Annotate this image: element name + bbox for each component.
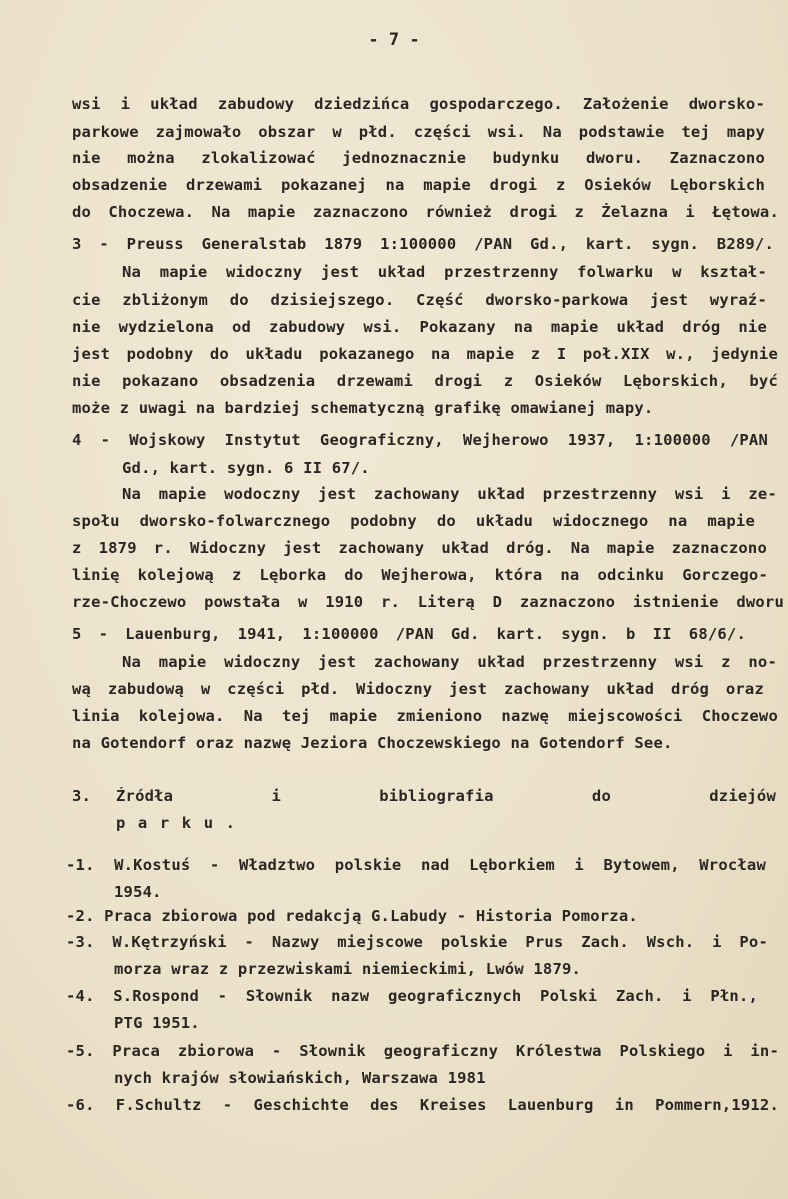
bibliography-entry-continued: morza wraz z przezwiskami niemieckimi, Lwów 1879. <box>114 960 582 978</box>
text-line: linia kolejowa. Na tej mapie zmieniono nazwę miejscowości Choczewo <box>72 707 778 725</box>
text-line: do Choczewa. Na mapie zaznaczono również drogi z Żelazna i Łętowa. <box>72 203 779 221</box>
text-line: Na mapie widoczny jest zachowany układ przestrzenny wsi z no- <box>122 653 777 671</box>
text-line: na Gotendorf oraz nazwę Jeziora Choczewskiego na Gotendorf See. <box>72 734 673 752</box>
bibliography-entry: -2. Praca zbiorowa pod redakcją G.Labudy - Historia Pomorza. <box>66 907 638 925</box>
bibliography-entry: -3. W.Kętrzyński - Nazwy miejscowe polskie Prus Zach. Wsch. i Po- <box>66 933 768 951</box>
text-line: nie wydzielona od zabudowy wsi. Pokazany na mapie układ dróg nie <box>72 318 767 336</box>
text-line: nie pokazano obsadzenia drzewami drogi z Osieków Lęborskich, być <box>72 372 778 390</box>
bibliography-entry-continued: nych krajów słowiańskich, Warszawa 1981 <box>114 1069 486 1087</box>
section-number: 3. <box>72 787 92 805</box>
text-line: Na mapie widoczny jest układ przestrzenny folwarku w kształ- <box>122 263 767 281</box>
text-line: obsadzenie drzewami pokazanej na mapie drogi z Osieków Lęborskich <box>72 176 765 194</box>
text-line: społu dworsko-folwarcznego podobny do układu widocznego na mapie <box>72 512 755 530</box>
list-item-heading: 3 - Preuss Generalstab 1879 1:100000 /PAN Gd., kart. sygn. B289/. <box>72 235 774 253</box>
text-line: nie można zlokalizować jednoznacznie budynku dworu. Zaznaczono <box>72 149 765 167</box>
bibliography-entry: -5. Praca zbiorowa - Słownik geograficzny Królestwa Polskiego i in- <box>66 1042 779 1060</box>
bibliography-entry: -4. S.Rospond - Słownik nazw geograficznych Polski Zach. i Płn., <box>66 987 758 1005</box>
bibliography-entry: -6. F.Schultz - Geschichte des Kreises Lauenburg in Pommern,1912. <box>66 1096 779 1114</box>
text-line: wsi i układ zabudowy dziedzińca gospodarczego. Założenie dworsko- <box>72 95 765 113</box>
list-item-heading: 5 - Lauenburg, 1941, 1:100000 /PAN Gd. kart. sygn. b II 68/6/. <box>72 625 746 643</box>
bibliography-entry: -1. W.Kostuś - Władztwo polskie nad Lęborkiem i Bytowem, Wrocław <box>66 856 766 874</box>
text-line: cie zbliżonym do dzisiejszego. Część dworsko-parkowa jest wyraź- <box>72 291 767 309</box>
list-item-heading: 4 - Wojskowy Instytut Geograficzny, Wejherowo 1937, 1:100000 /PAN <box>72 431 768 449</box>
text-line: Gd., kart. sygn. 6 II 67/. <box>122 459 370 477</box>
text-line: z 1879 r. Widoczny jest zachowany układ dróg. Na mapie zaznaczono <box>72 539 767 557</box>
text-line: wą zabudową w części płd. Widoczny jest zachowany układ dróg oraz <box>72 680 764 698</box>
bibliography-entry-continued: PTG 1951. <box>114 1014 200 1032</box>
text-line: Na mapie wodoczny jest zachowany układ przestrzenny wsi i ze- <box>122 485 777 503</box>
text-line: linię kolejową z Lęborka do Wejherowa, która na odcinku Gorczego- <box>72 566 768 584</box>
text-line: rze-Choczewo powstała w 1910 r. Literą D zaznaczono istnienie dworu <box>72 593 784 611</box>
section-heading-continued: parku. <box>116 814 248 832</box>
text-line: jest podobny do układu pokazanego na mapie z I poł.XIX w., jedynie <box>72 345 778 363</box>
page-number: - 7 - <box>368 30 420 50</box>
text-line: parkowe zajmowało obszar w płd. części wsi. Na podstawie tej mapy <box>72 123 765 141</box>
text-line: może z uwagi na bardziej schematyczną grafikę omawianej mapy. <box>72 399 654 417</box>
section-heading: Źródła i bibliografia do dziejów <box>116 787 776 805</box>
bibliography-entry-continued: 1954. <box>114 883 162 901</box>
